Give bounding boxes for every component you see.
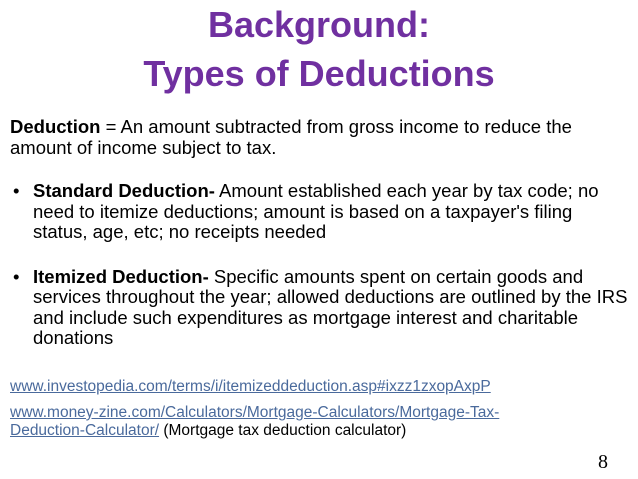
bullet-itemized-deduction (10, 267, 630, 349)
bullet-text: Specific amounts spent on certain goods and services throughout the year; allowed deductions are outlined by the IRS and include such expenditures as mortgage interest and charitable donations (33, 265, 628, 348)
reference-line-1 (10, 376, 630, 398)
bullet-marker: • (13, 265, 20, 287)
reference-line-2 (10, 404, 630, 440)
money-zine-link-part-1[interactable]: www.money-zine.com/Calculators/Mortgage-Calculators/Mortgage-Tax- (10, 404, 500, 421)
reference-links (10, 376, 630, 440)
bullet-text: Amount established each year by tax code; no need to itemize deductions; amount is based on a taxpayer's filing status, age, etc; no receipts needed (33, 180, 599, 242)
slide-title-line-1: Background: (207, 4, 430, 45)
slide-title-line-2: Types of Deductions (143, 53, 495, 94)
bullet-term: Itemized Deduction- (33, 265, 209, 287)
bullet-marker: • (13, 180, 20, 201)
calculator-note: (Mortgage tax deduction calculator) (159, 422, 407, 439)
definition-paragraph (10, 116, 630, 158)
investopedia-link[interactable]: www.investopedia.com/terms/i/itemizeddeduction.asp#ixzz1zxopAxpP (10, 378, 491, 395)
definition-term: Deduction (10, 116, 101, 137)
page-number: 8 (598, 451, 608, 473)
definition-text: = An amount subtracted from gross income to reduce the amount of income subject to tax. (10, 116, 572, 158)
bullet-standard-deduction (10, 181, 630, 243)
money-zine-link-part-2[interactable]: Deduction-Calculator/ (10, 422, 160, 439)
deduction-types-list (10, 181, 630, 349)
bullet-term: Standard Deduction- (33, 180, 215, 201)
